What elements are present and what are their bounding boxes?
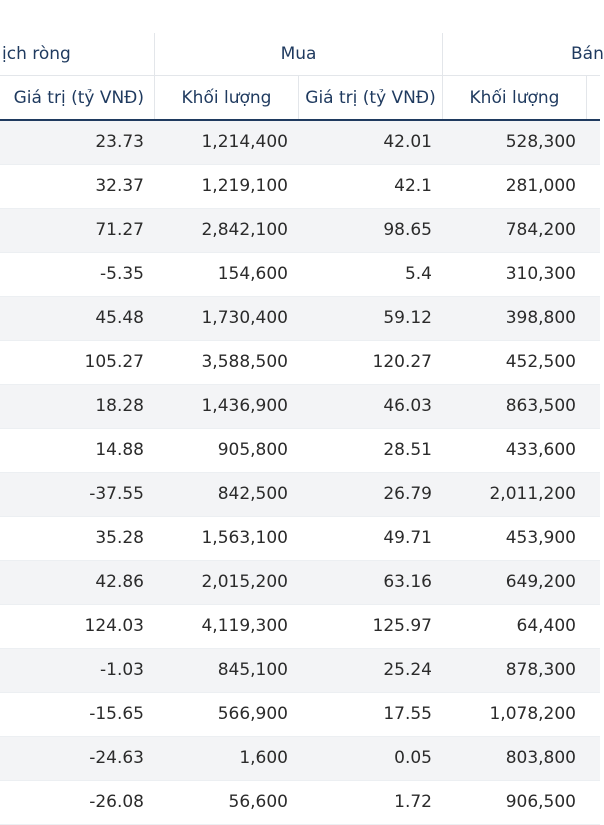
table-row[interactable] [0,121,600,165]
header-group-buy: Mua [154,33,442,76]
buy-value-cell: 125.97 [372,616,432,636]
net-value-cell: -24.63 [89,748,144,768]
net-value-cell: 18.28 [95,396,144,416]
sell-volume-cell: 863,500 [505,396,576,416]
buy-value-cell: 46.03 [383,396,432,416]
buy-value-cell: 42.01 [383,132,432,152]
buy-volume-cell: 1,600 [239,748,288,768]
header-sell-value-partial [586,76,600,119]
table-row[interactable] [0,385,600,429]
buy-volume-cell: 1,563,100 [201,528,288,548]
buy-volume-cell: 1,436,900 [201,396,288,416]
buy-volume-cell: 4,119,300 [201,616,288,636]
buy-value-cell: 5.4 [404,264,432,284]
table-row[interactable] [0,209,600,253]
sell-volume-cell: 803,800 [505,748,576,768]
sell-volume-cell: 528,300 [505,132,576,152]
buy-volume-cell: 3,588,500 [201,352,288,372]
sell-volume-cell: 310,300 [505,264,576,284]
sell-volume-cell: 784,200 [505,220,576,240]
buy-volume-cell: 905,800 [217,440,288,460]
table-header [0,33,604,121]
table-body [0,121,600,825]
header-sell-volume[interactable]: Khối lượng [442,76,586,119]
header-group-sell: Bán [442,33,600,76]
sell-volume-cell: 452,500 [505,352,576,372]
sell-volume-cell: 281,000 [505,176,576,196]
sell-volume-cell: 1,078,200 [489,704,576,724]
buy-volume-cell: 2,015,200 [201,572,288,592]
net-value-cell: 124.03 [84,616,144,636]
buy-volume-cell: 1,730,400 [201,308,288,328]
net-value-cell: -37.55 [89,484,144,504]
buy-value-cell: 42.1 [394,176,432,196]
buy-volume-cell: 154,600 [217,264,288,284]
sell-volume-cell: 398,800 [505,308,576,328]
net-value-cell: 45.48 [95,308,144,328]
net-value-cell: -1.03 [100,660,144,680]
buy-volume-cell: 566,900 [217,704,288,724]
net-value-cell: -5.35 [100,264,144,284]
buy-volume-cell: 2,842,100 [201,220,288,240]
table-row[interactable] [0,605,600,649]
net-value-cell: 71.27 [95,220,144,240]
buy-volume-cell: 1,214,400 [201,132,288,152]
table-row[interactable] [0,429,600,473]
net-value-cell: -15.65 [89,704,144,724]
buy-volume-cell: 842,500 [217,484,288,504]
buy-value-cell: 1.72 [394,792,432,812]
table-row[interactable] [0,693,600,737]
buy-value-cell: 120.27 [372,352,432,372]
net-value-cell: 105.27 [84,352,144,372]
table-row[interactable] [0,737,600,781]
buy-value-cell: 28.51 [383,440,432,460]
buy-value-cell: 59.12 [383,308,432,328]
net-value-cell: 23.73 [95,132,144,152]
table-row[interactable] [0,341,600,385]
buy-value-cell: 25.24 [383,660,432,680]
table-row[interactable] [0,517,600,561]
sell-volume-cell: 878,300 [505,660,576,680]
header-buy-volume[interactable]: Khối lượng [154,76,298,119]
sell-volume-cell: 649,200 [505,572,576,592]
sell-volume-cell: 64,400 [516,616,576,636]
table-row[interactable] [0,165,600,209]
buy-value-cell: 17.55 [383,704,432,724]
net-value-cell: 42.86 [95,572,144,592]
sell-volume-cell: 2,011,200 [489,484,576,504]
buy-value-cell: 0.05 [394,748,432,768]
table-row[interactable] [0,297,600,341]
top-bar [0,0,600,34]
header-group-net-trade: ịch ròng [0,33,154,76]
buy-value-cell: 26.79 [383,484,432,504]
net-value-cell: 35.28 [95,528,144,548]
buy-value-cell: 49.71 [383,528,432,548]
buy-value-cell: 63.16 [383,572,432,592]
table-row[interactable] [0,561,600,605]
net-value-cell: 14.88 [95,440,144,460]
table-row[interactable] [0,781,600,825]
header-buy-value[interactable]: Giá trị (tỷ VNĐ) [298,76,442,119]
sell-volume-cell: 906,500 [505,792,576,812]
buy-value-cell: 98.65 [383,220,432,240]
table-row[interactable] [0,253,600,297]
buy-volume-cell: 1,219,100 [201,176,288,196]
table-row[interactable] [0,473,600,517]
table-row[interactable] [0,649,600,693]
net-value-cell: -26.08 [89,792,144,812]
sell-volume-cell: 433,600 [505,440,576,460]
buy-volume-cell: 845,100 [217,660,288,680]
sell-volume-cell: 453,900 [505,528,576,548]
buy-volume-cell: 56,600 [228,792,288,812]
net-value-cell: 32.37 [95,176,144,196]
header-net-value[interactable]: Giá trị (tỷ VNĐ) [13,87,144,108]
